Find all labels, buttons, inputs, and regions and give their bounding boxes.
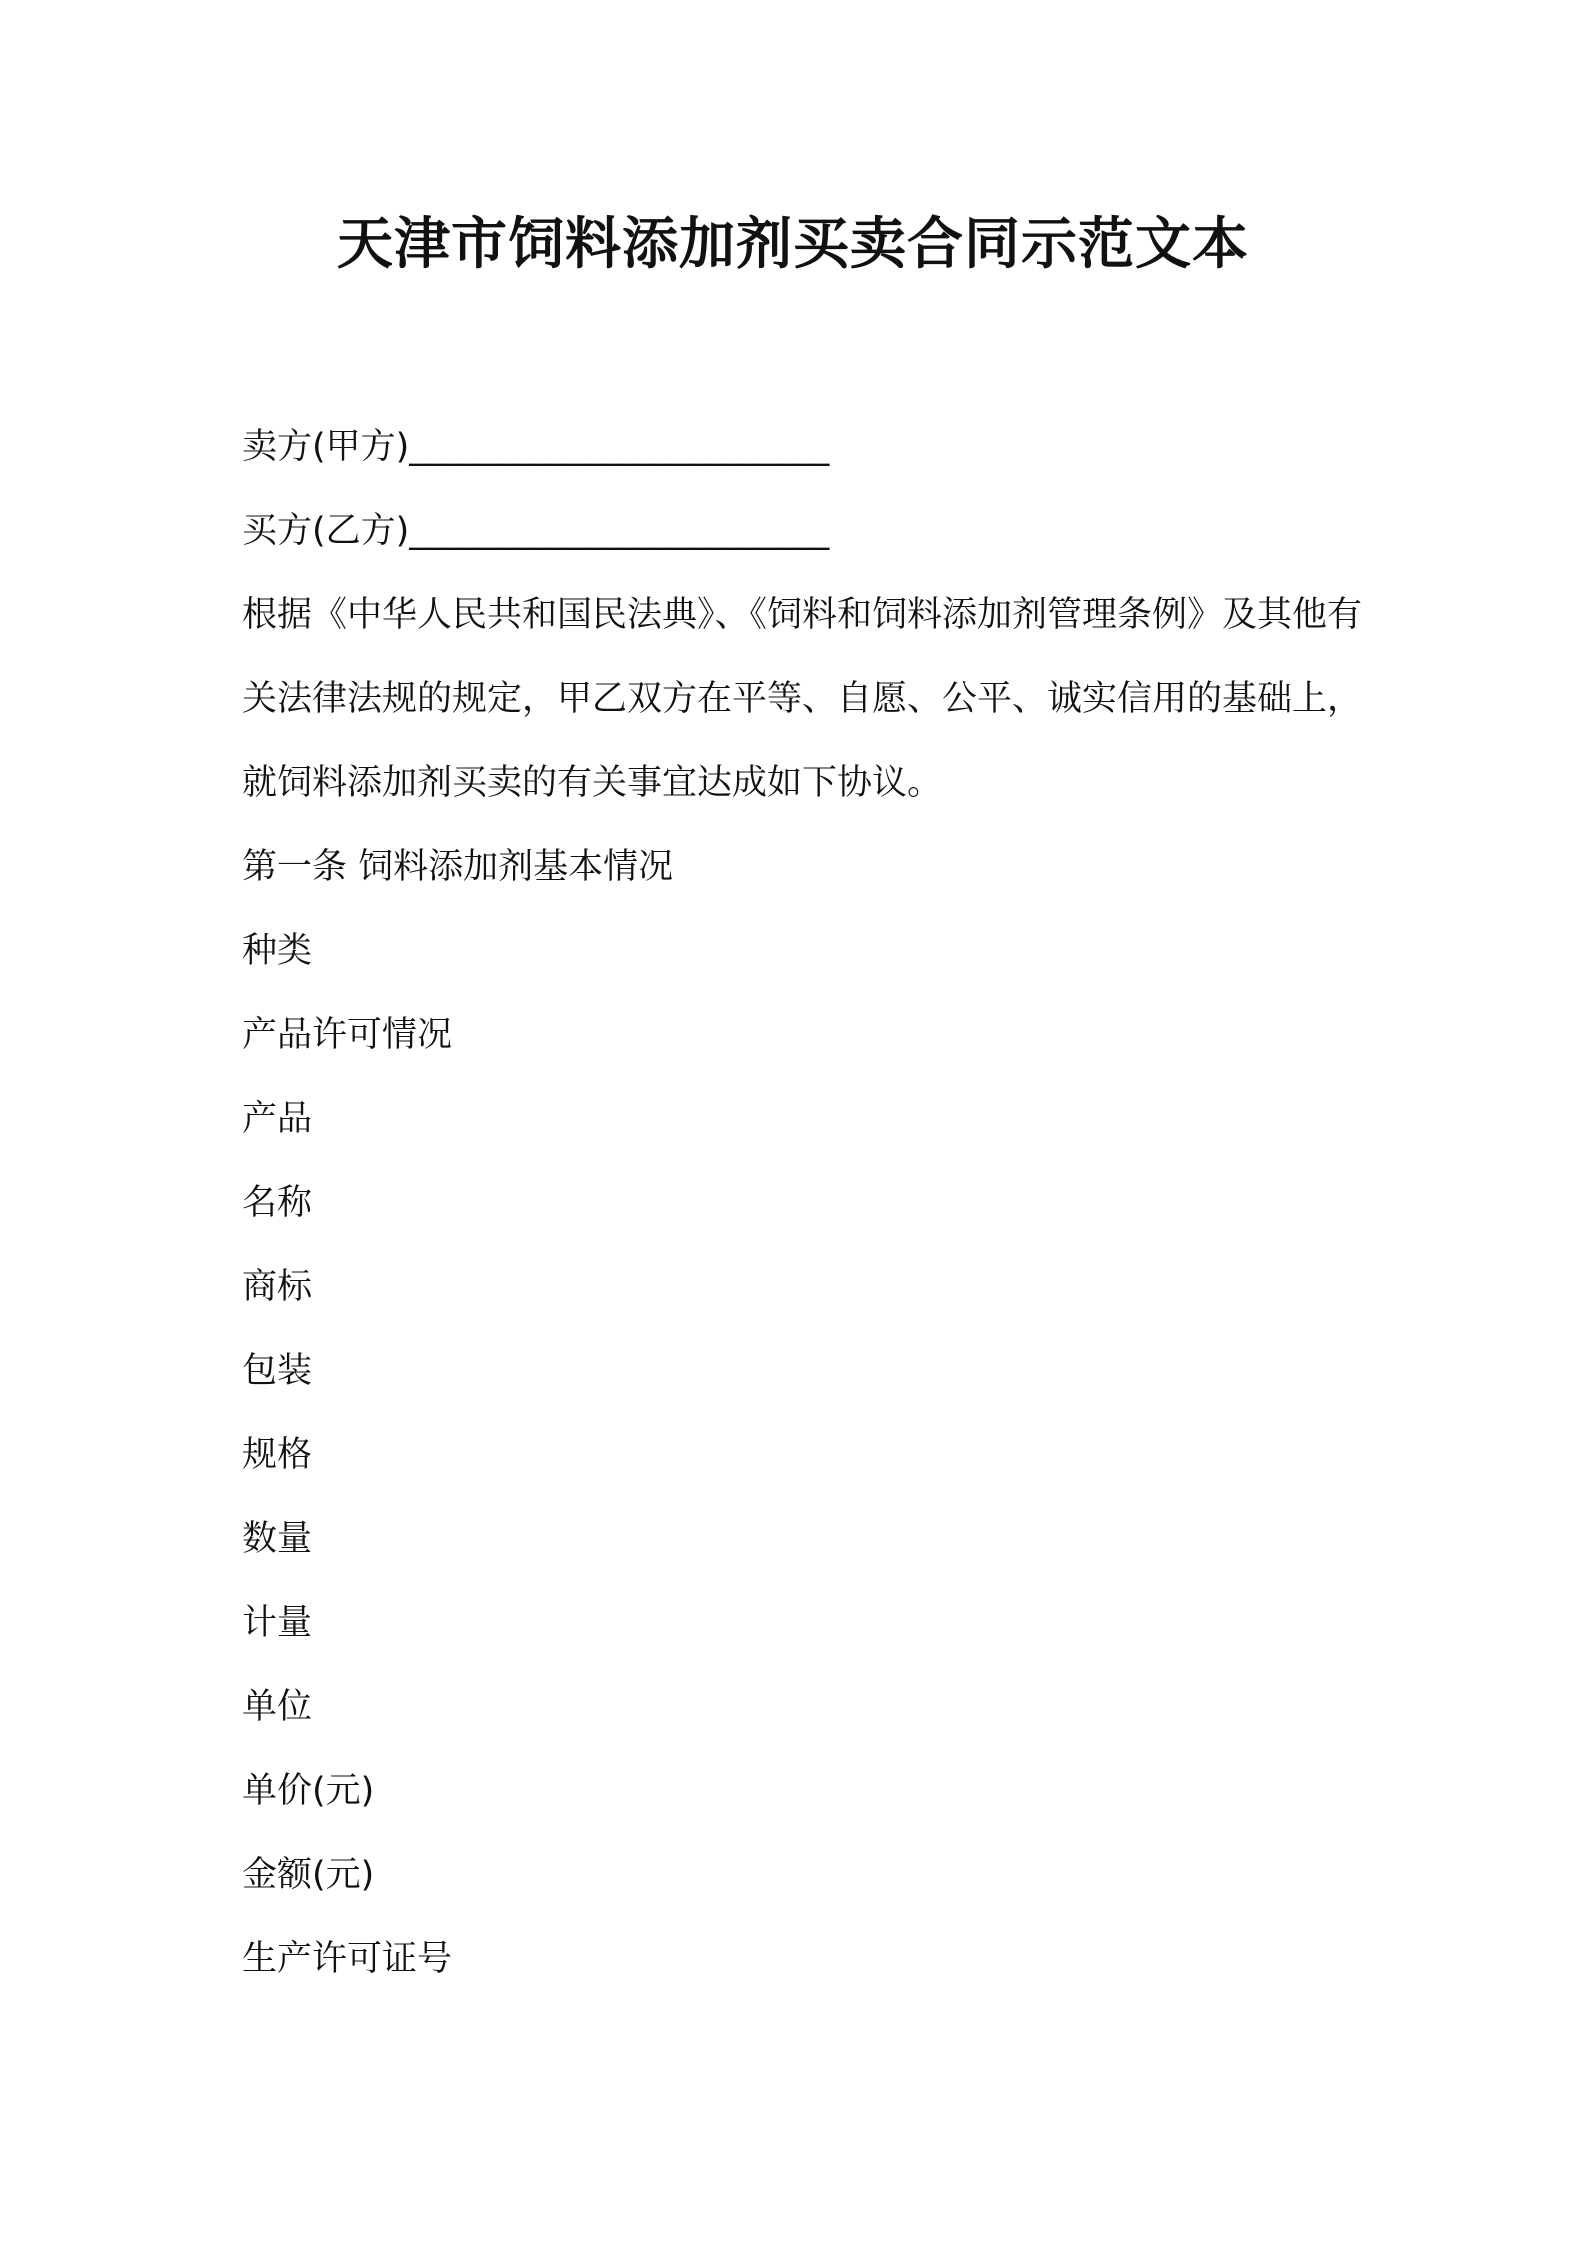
field-label: 单价(元) bbox=[242, 1771, 375, 1811]
field-label: 计量 bbox=[242, 1603, 313, 1643]
preamble-paragraph: 根据《中华人民共和国民法典》、《饲料和饲料添加剂管理条例》及其他有关法律法规的规定，甲乙双方在平等、自愿、公平、诚实信用的基础上，就饲料添加剂买卖的有关事宜达成如下协议。 bbox=[242, 595, 1363, 803]
article-1-heading: 第一条 饲料添加剂基本情况 bbox=[242, 847, 674, 887]
field-label: 种类 bbox=[242, 931, 313, 971]
field-label: 单位 bbox=[242, 1687, 313, 1727]
buyer-line: 买方(乙方)________________________ bbox=[242, 511, 830, 551]
field-label: 产品许可情况 bbox=[242, 1015, 453, 1055]
seller-line: 卖方(甲方)________________________ bbox=[242, 427, 830, 467]
field-label: 数量 bbox=[242, 1519, 313, 1559]
field-label: 商标 bbox=[242, 1267, 313, 1307]
field-label: 生产许可证号 bbox=[242, 1939, 453, 1979]
field-label: 规格 bbox=[242, 1435, 313, 1475]
field-label: 产品 bbox=[242, 1099, 313, 1139]
field-label: 名称 bbox=[242, 1183, 313, 1223]
document-title: 天津市饲料添加剂买卖合同示范文本 bbox=[337, 212, 1249, 277]
field-label: 包装 bbox=[242, 1351, 313, 1391]
field-label: 金额(元) bbox=[242, 1855, 375, 1895]
document-body bbox=[242, 405, 1362, 2001]
